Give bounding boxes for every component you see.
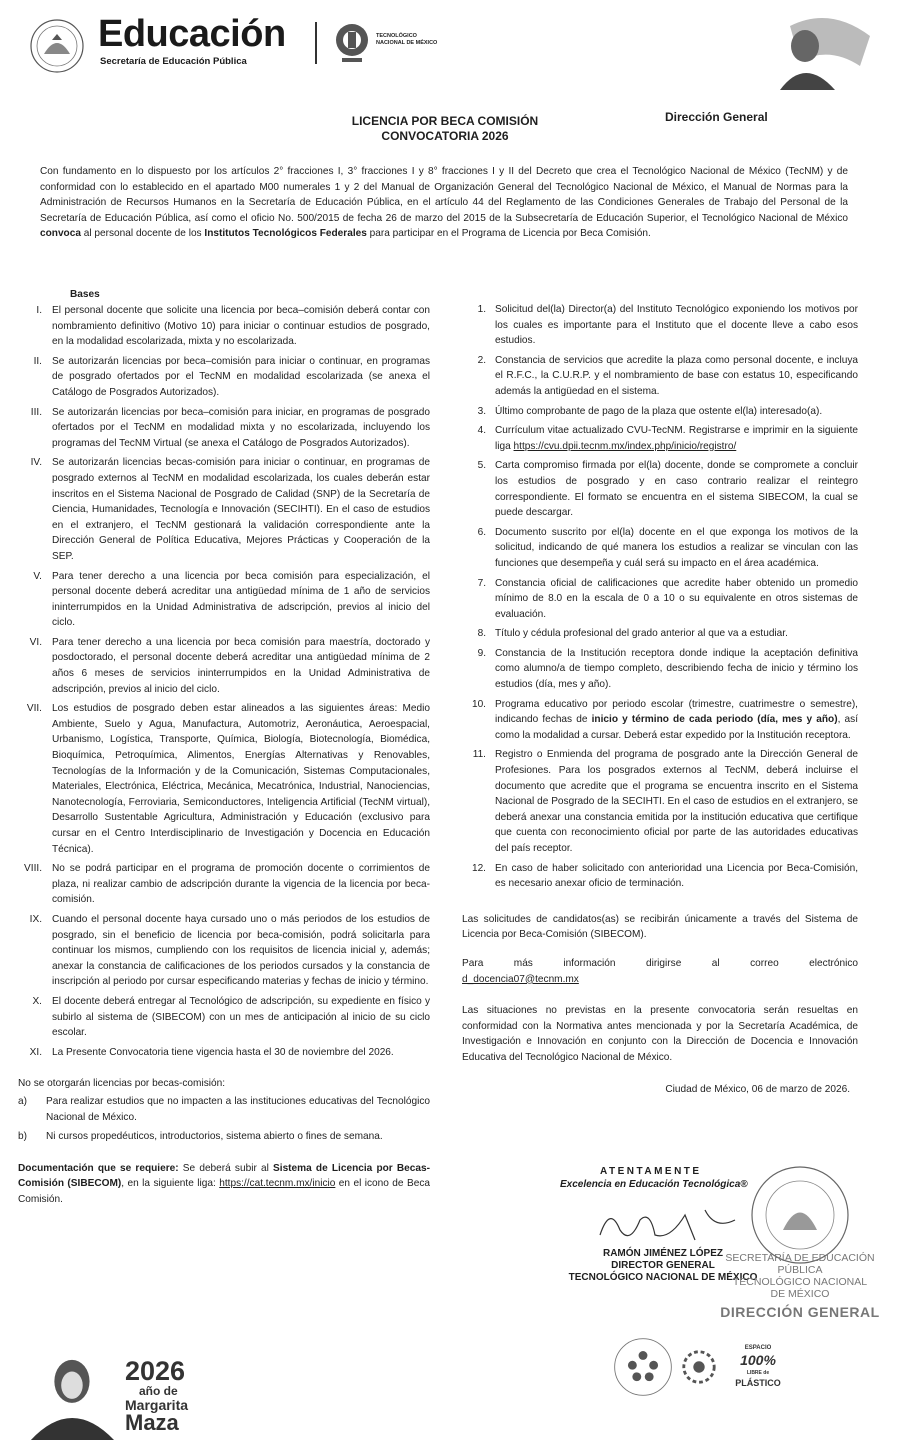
gear-seal bbox=[680, 1348, 718, 1386]
list-item: VI. Para tener derecho a una licencia por beca comisión para maestría, doctorado y posdoctorado, el personal docente deberá acreditar una antigüedad mínima de 2 años 6 meses de servicios ininterrumpidos en la Unidad Administrativa de adscripción, previos al inicio del ciclo. bbox=[29, 636, 430, 695]
list-item: b) Ni cursos propedéuticos, introductorios, sistema abierto o fines de semana. bbox=[18, 1131, 383, 1143]
motto: Excelencia en Educación Tecnológica® bbox=[560, 1179, 748, 1190]
list-item: III. Se autorizarán licencias por beca–comisión para iniciar, en programas de posgrado ofertados por el TecNM en modalidad mixta y no escolarizada, incluyendo los programas del TecNM Virtual (se anexa el Catálogo de Posgrados Autorizados). bbox=[30, 406, 430, 449]
list-item: 2. Constancia de servicios que acredite la plaza como personal docente, e incluya el R.F.C., la C.U.R.P. y el nombramiento de base con estatus 10, especificando además la antigüedad en el sistema. bbox=[477, 354, 858, 397]
brand-title: Educación bbox=[98, 13, 286, 55]
list-item: V. Para tener derecho a una licencia por beca comisión para especialización, el personal docente deberá acreditar una antigüedad mínima de 1 año de servicios ininterrumpidos en la Unidad Administrativa de adscripción, previos al inicio del ciclo. bbox=[33, 570, 430, 629]
list-item: 5. Carta compromiso firmada por el(la) docente, donde se compromete a concluir los estudios de posgrado y en caso contrario realizar el reintegro correspondiente. El formato se encuentra en el sistema SIBECOM, la cual se puede descargar. bbox=[477, 460, 858, 519]
handwritten-signature bbox=[595, 1200, 755, 1250]
list-item: 6. Documento suscrito por el(la) docente en el que exponga los motivos de la solicitud, indicando de qué manera los estudios a realizar se vinculan con las funciones que desempeña y cuál será su impacto en el área académica. bbox=[477, 526, 858, 569]
list-item: a) Para realizar estudios que no impacten a las instituciones educativas del Tecnológico Nacional de México. bbox=[18, 1095, 430, 1123]
signer-role: DIRECTOR GENERAL bbox=[611, 1260, 715, 1271]
list-item: 3. Último comprobante de pago de la plaza que ostente el(la) interesado(a). bbox=[477, 405, 823, 417]
tecnm-gear-logo bbox=[332, 18, 372, 66]
list-item: 1. Solicitud del(la) Director(a) del Instituto Tecnológico exponiendo los motivos por los cuales es importante para el Instituto que el docente lleve a cabo esos estudios. bbox=[477, 304, 858, 347]
mexico-coat-of-arms-seal bbox=[22, 14, 92, 74]
info-note: Para más información dirigirse al correo electrónico d_docencia07@tecnm.mx bbox=[462, 956, 858, 987]
date-line: Ciudad de México, 06 de marzo de 2026. bbox=[665, 1083, 850, 1095]
signer-name: RAMÓN JIMÉNEZ LÓPEZ bbox=[602, 1248, 723, 1259]
plastic-free-badge: ESPACIO 100% LIBRE de PLÁSTICO bbox=[735, 1345, 781, 1388]
brand-subtitle: Secretaría de Educación Pública bbox=[100, 56, 247, 67]
margarita-maza-portrait bbox=[20, 1352, 120, 1440]
bases-list bbox=[18, 303, 430, 1207]
list-item: 12. En caso de haber solicitado con anterioridad una Licencia por Beca-Comisión, es necesario anexar oficio de terminación. bbox=[471, 862, 858, 890]
bases-heading: Bases bbox=[70, 289, 100, 300]
atentamente-label: ATENTAMENTE bbox=[600, 1166, 702, 1177]
cat-tecnm-link[interactable]: https://cat.tecnm.mx/inicio bbox=[219, 1178, 336, 1190]
header-divider bbox=[315, 22, 317, 64]
signer-org: TECNOLÓGICO NACIONAL DE MÉXICO bbox=[568, 1272, 758, 1283]
document-title: LICENCIA POR BECA COMISIÓN CONVOCATORIA 2026 bbox=[351, 114, 539, 143]
no-otorgaran-heading: No se otorgarán licencias por becas-comisión: bbox=[18, 1078, 226, 1090]
list-item: X. El docente deberá entregar al Tecnológico de adscripción, su expediente en físico y subirlo al sistema de (SIBECOM) con un mes de anticipación al inicio de su ciclo escolar. bbox=[32, 995, 430, 1039]
list-item: IX. Cuando el personal docente haya cursado uno o más periodos de los estudios de posgrado, sin el beneficio de licencia por beca-comisión, podrá solicitarla para continuar los mismos, cumpliendo con los requisitos de licencia inicial y, además; anexar la constancia de calificaciones de los periodos cursados y la constancia de inscripción al periodo por cursar especificando materias y fechas de inicio y término. bbox=[29, 913, 430, 988]
list-item: 8. Título y cédula profesional del grado anterior al que va a estudiar. bbox=[477, 628, 788, 640]
documentacion-paragraph: Documentación que se requiere: Se deberá subir al Sistema de Licencia por Becas-Comisión (SIBECOM), en la siguiente liga: https://cat.tecnm.mx/inicio en el icono de Beca Comisión. bbox=[18, 1162, 430, 1205]
list-item: I. El personal docente que solicite una licencia por beca–comisión deberá contar con nombramiento definitivo (Motivo 10) para iniciar o continuar estudios de posgrado, en la modalidad escolarizada, mixta y no escolarizada. bbox=[36, 305, 430, 348]
reception-stamp: SECRETARÍA DE EDUCACIÓN PÚBLICA TECNOLÓGICO NACIONAL DE MÉXICO DIRECCIÓN GENERAL bbox=[720, 1252, 880, 1320]
situaciones-note: Las situaciones no previstas en la presente convocatoria serán resueltas en conformidad con la Normativa antes mencionada y por la Secretaría Académica, de Investigación e Innovación en conjunto con la Dirección de Docencia e Innovación Educativa del Tecnológico Nacional de México. bbox=[462, 1005, 858, 1063]
cvu-registro-link[interactable]: https://cvu.dpii.tecnm.mx/index.php/inicio/registro/ bbox=[513, 440, 737, 452]
list-item: 4. Currículum vitae actualizado CVU-TecNM. Registrarse e imprimir en la siguiente liga https://cvu.dpii.tecnm.mx/index.php/inicio/registro/ bbox=[477, 425, 858, 452]
list-item: 10. Programa educativo por periodo escolar (trimestre, cuatrimestre o semestre), indicando fechas de inicio y término de cada periodo (día, mes y año), así como la modalidad a cursar. Deberá estar expedido por la Institución receptora. bbox=[471, 698, 858, 741]
institutional-seal-circle bbox=[612, 1336, 674, 1398]
list-item: IV. Se autorizarán licencias becas-comisión para iniciar o continuar, en programas de posgrado externos al TecNM en modalidad escolarizada, los cuales deberán estar inscritos en el Sistema Nacional de Posgrado de Calidad (SNP) de la Secretaría de Ciencia, Humanidades, Tecnología e Innovación (SECIHTI). En el caso de estudios en el extranjero, el TecNM gestionará la validación correspondiente ante la Dirección General de Política Educativa, Mejores Prácticas y Cooperación de la SEP. bbox=[30, 457, 430, 562]
tecnm-name: TECNOLÓGICO NACIONAL DE MÉXICO bbox=[376, 33, 438, 46]
list-item: 9. Constancia de la Institución receptora donde indique la aceptación definitiva como alumno/a de tiempo completo, describiendo fecha de inicio y término los estudios (día, mes y año). bbox=[477, 647, 858, 691]
list-item: 7. Constancia oficial de calificaciones que acredite haber obtenido un promedio mínimo de 8.0 en la escala de 0 a 10 o su equivalente en otros sistemas de evaluación. bbox=[477, 577, 858, 620]
list-item: II. Se autorizarán licencias por beca–comisión para iniciar o continuar, en programas de posgrado ofertados por el TecNM en modalidad escolarizada (se anexa el Catálogo de Posgrados Autorizados). bbox=[33, 355, 430, 398]
list-item: 11. Registro o Enmienda del programa de posgrado ante la Dirección General de Profesiones. Para los posgrados externos al TecNM, deberá incluirse el documento que acredite que el programa se encuentra inscrito en el Sistema Nacional de Posgrado de la SECIHTI. En el caso de estudios en el extranjero, se deberá anexar una constancia emitida por la institución educativa que certifique que cuenta con reconocimiento oficial por parte de las autoridades educativas del país receptor. bbox=[472, 749, 858, 854]
intro-paragraph: Con fundamento en lo dispuesto por los artículos 2° fracciones I, 3° fracciones I y 8° fracciones I y II del Decreto que crea el Tecnológico Nacional de México (TecNM) y de conformidad con lo establecido en el apartado M00 numerales 1 y 2 del Manual de Organización General del Tecnológico Nacional de México, el Manual de Normas para la Administración de Recursos Humanos en la Secretaría de Educación Pública, en el artículo 44 del Reglamento de las Condiciones Generales de Trabajo del Personal de la Secretaría de Educación Pública, así como el oficio No. 500/2015 de fecha 26 de marzo del 2015 de la Subsecretaría de Educación Superior, el Tecnológico Nacional de México convoca al personal docente de los Institutos Tecnológicos Federales para participar en el Programa de Licencia por Beca Comisión. bbox=[40, 166, 848, 240]
list-item: XI. La Presente Convocatoria tiene vigencia hasta el 30 de noviembre del 2026. bbox=[29, 1046, 394, 1058]
direction-label: Dirección General bbox=[665, 110, 768, 124]
heroine-flag-illustration bbox=[760, 6, 878, 90]
requirements-list bbox=[462, 302, 858, 1097]
list-item: VII. Los estudios de posgrado deben estar alineados a las siguientes áreas: Medio Ambiente, Suelo y Agua, Manufactura, Automotriz, Aeronáutica, Aeroespacial, Urbanismo, Logística, Transporte, Química, Biología, Biotecnología, Biomédica, Bioquímica, Petroquímica, Alimentos, Energías Alternativas y Renovables, Tecnologías de la Información y de la Comunicación, Sistemas Computacionales, Materiales, Electrónica, Eléctrica, Mecánica, Mecatrónica, Industrial, Nanociencias, Nanotecnología, Ferroviaria, Semiconductores, Inteligencia Artificial (TecNM virtual), Desarrollo Sustentable Agricultura, Administración y Educación (exclusivo para cursar en el Centro Interdisciplinario de Investigación y Docencia en Educación Técnica). bbox=[26, 703, 430, 855]
email-link[interactable]: d_docencia07@tecnm.mx bbox=[462, 973, 579, 985]
list-item: VIII. No se podrá participar en el programa de promoción docente o corrimientos de plaza, ni realizar cambio de adscripción durante la vigencia de la licencia por beca-comisión. bbox=[24, 863, 430, 906]
solicitudes-note: Las solicitudes de candidatos(as) se recibirán únicamente a través del Sistema de Licencia por Beca-Comisión (SIBECOM). bbox=[462, 913, 858, 941]
year-logo: 2026 año de Margarita Maza bbox=[125, 1356, 189, 1435]
